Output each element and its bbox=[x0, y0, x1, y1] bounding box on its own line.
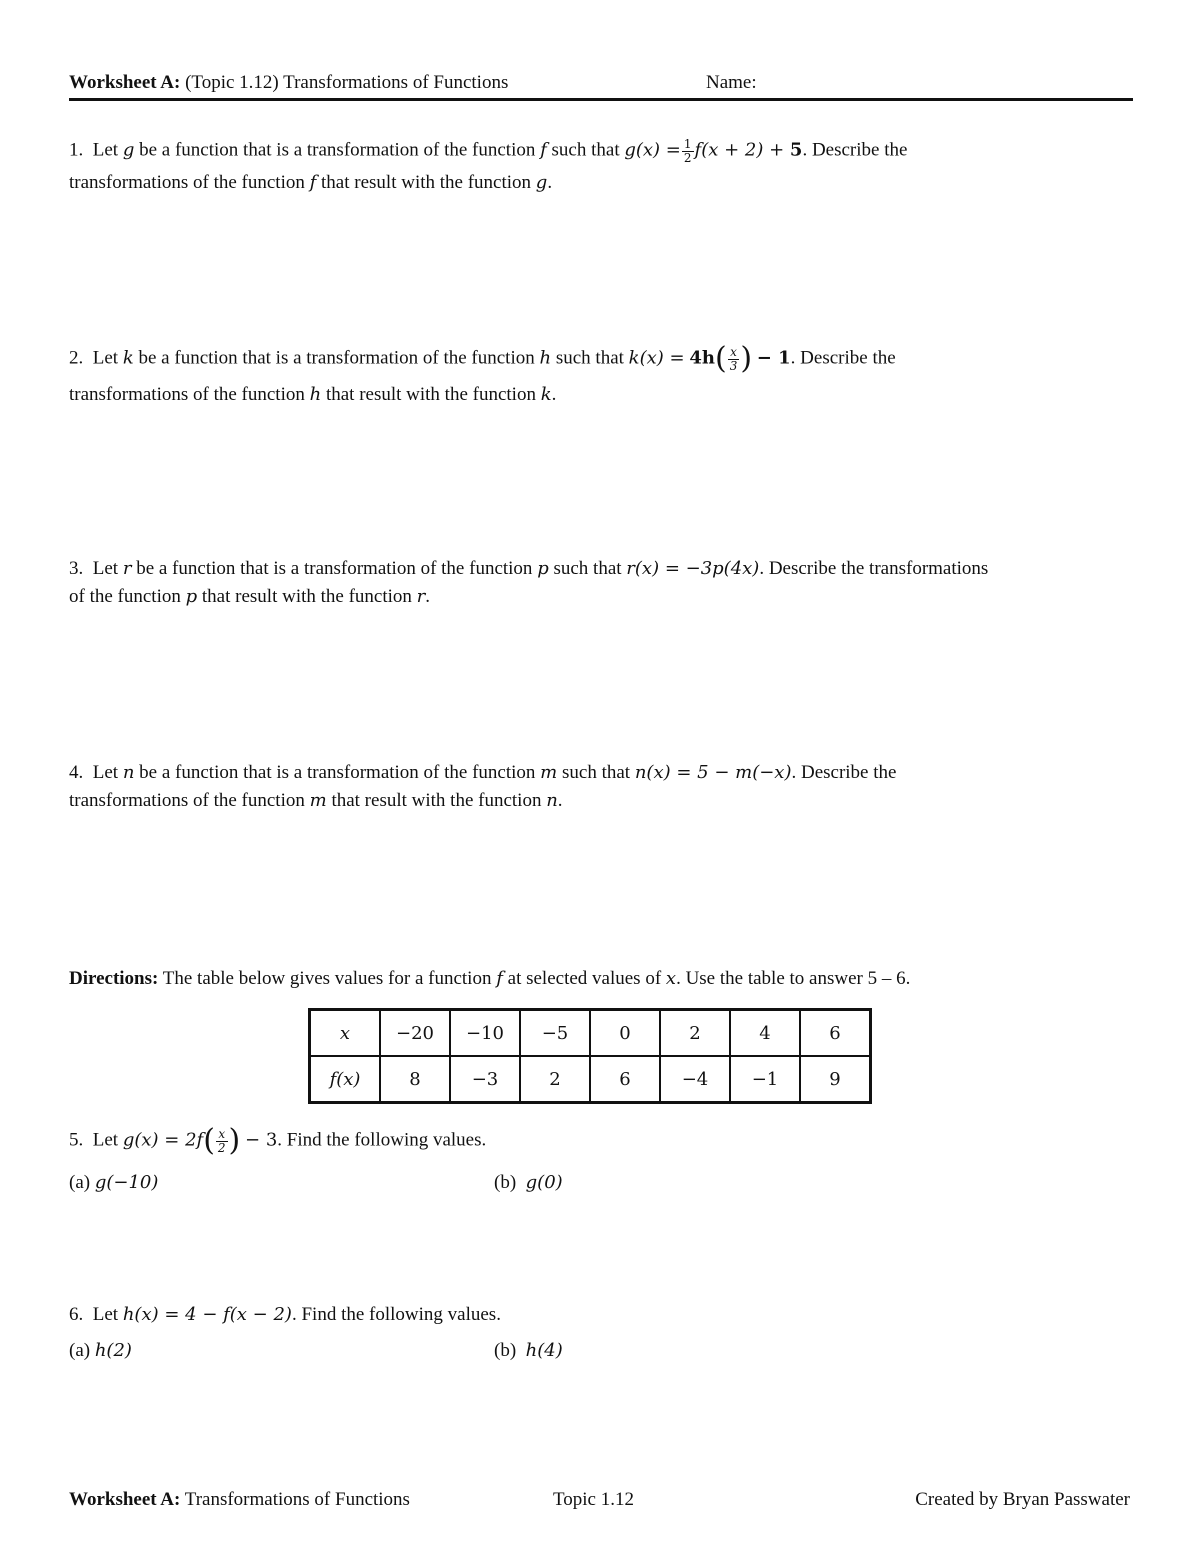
table-cell: −1 bbox=[730, 1056, 800, 1103]
question-4-line-2: transformations of the function m that result with the function n. bbox=[69, 790, 563, 811]
question-5-part-b: (b) g(0) bbox=[494, 1172, 563, 1193]
table-cell: 2 bbox=[520, 1056, 590, 1103]
table-row-fx bbox=[310, 1056, 871, 1103]
question-1-line-2: transformations of the function f that result with the function g. bbox=[69, 172, 553, 193]
table-cell: 0 bbox=[590, 1010, 660, 1057]
question-2-line-2: transformations of the function h that result with the function k. bbox=[69, 384, 557, 405]
footer-title: Worksheet A: Transformations of Functions bbox=[69, 1489, 410, 1510]
question-6-part-b: (b) h(4) bbox=[494, 1340, 563, 1361]
table-cell: 9 bbox=[800, 1056, 871, 1103]
question-1-line-1: 1. Let g be a function that is a transformation of the function f such that g(x) = $\frac{1}{2}$ f(x + 2) + 5. Describe the bbox=[69, 137, 908, 165]
table-cell: 6 bbox=[800, 1010, 871, 1057]
name-label: Name: bbox=[706, 72, 757, 93]
question-6-part-a: (a) h(2) bbox=[69, 1340, 132, 1361]
table-cell: −5 bbox=[520, 1010, 590, 1057]
table-cell: −4 bbox=[660, 1056, 730, 1103]
footer-author: Created by Bryan Passwater bbox=[915, 1489, 1130, 1510]
question-3-line-1: 3. Let r be a function that is a transformation of the function p such that r(x) = −3p(4x). Describe the transformations bbox=[69, 558, 989, 579]
table-cell: 2 bbox=[660, 1010, 730, 1057]
question-5-line-1: 5. Let g(x) = 2f( $\frac{x}{2}$ ) − 3. Find the following values. bbox=[69, 1123, 487, 1159]
table-cell: −10 bbox=[450, 1010, 520, 1057]
fraction-x-over-3: $\frac{x}{3}$ bbox=[729, 345, 738, 373]
header-rule bbox=[69, 98, 1133, 101]
table-cell: −3 bbox=[450, 1056, 520, 1103]
worksheet-title: Worksheet A: (Topic 1.12) Transformations of Functions bbox=[69, 72, 509, 93]
function-values-table bbox=[308, 1008, 872, 1104]
table-cell: 4 bbox=[730, 1010, 800, 1057]
question-4-line-1: 4. Let n be a function that is a transformation of the function m such that n(x) = 5 − m(−x). Describe the bbox=[69, 762, 897, 783]
table-header-x: x bbox=[310, 1010, 381, 1057]
directions-text: Directions: The table below gives values for a function f at selected values of x. Use the table to answer 5 – 6. bbox=[69, 968, 911, 989]
fraction-x-over-2: $\frac{x}{2}$ bbox=[217, 1127, 226, 1155]
question-6-line-1: 6. Let h(x) = 4 − f(x − 2). Find the following values. bbox=[69, 1304, 501, 1325]
fraction-one-half: $\frac{1}{2}$ bbox=[683, 137, 692, 165]
table-cell: 8 bbox=[380, 1056, 450, 1103]
question-2-line-1: 2. Let k be a function that is a transformation of the function h such that k(x) = 4h( $\frac{x}{3}$ ) − 1. Describe the bbox=[69, 341, 896, 377]
table-cell: 6 bbox=[590, 1056, 660, 1103]
table-cell: −20 bbox=[380, 1010, 450, 1057]
question-5-part-a: (a) g(−10) bbox=[69, 1172, 159, 1193]
footer-topic: Topic 1.12 bbox=[553, 1489, 634, 1510]
question-3-line-2: of the function p that result with the function r. bbox=[69, 586, 431, 607]
table-row-x bbox=[310, 1010, 871, 1057]
table-header-fx: f(x) bbox=[310, 1056, 381, 1103]
